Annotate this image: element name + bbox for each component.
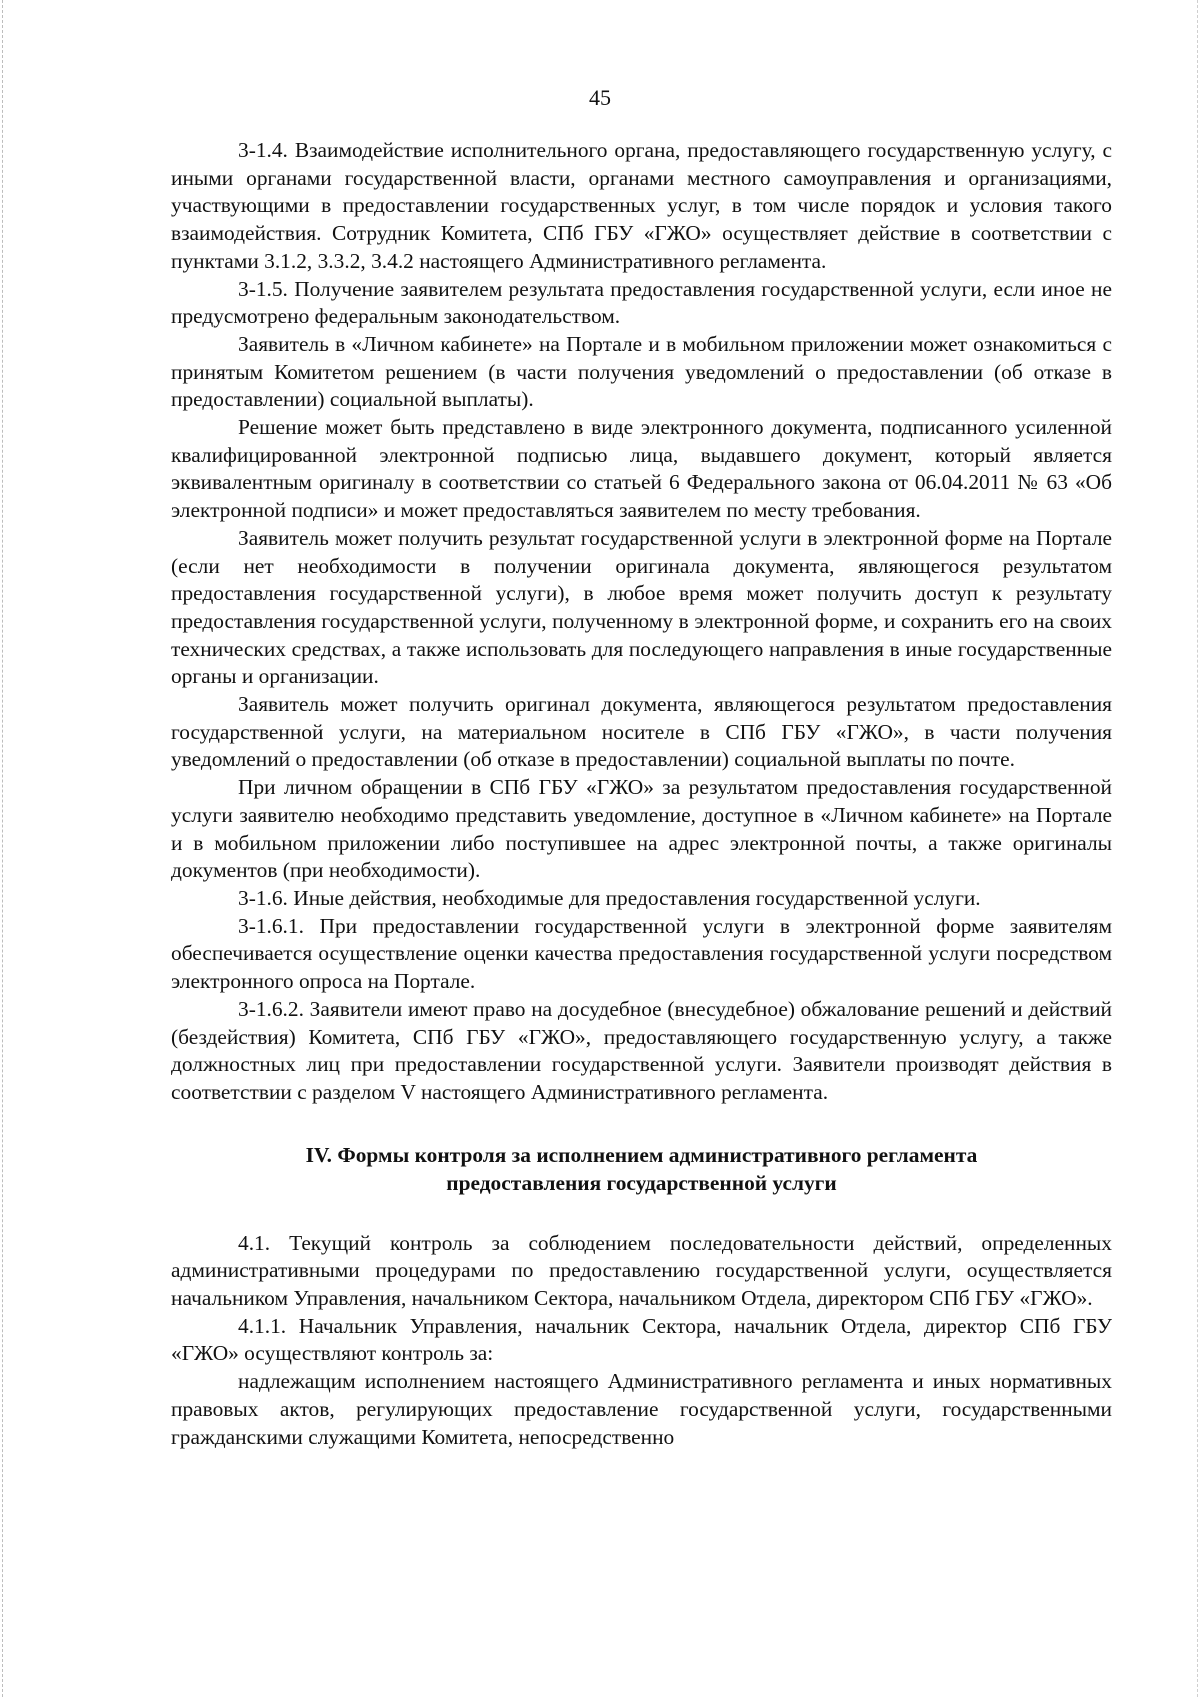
paragraph-paper-original: Заявитель может получить оригинал документа, являющегося результатом предоставления государственной услуги, на материальном носителе в СПб ГБУ «ГЖО», в части получения уведомлений о предоставлении (об отказе в предоставлении) социальной выплаты по почте. (171, 692, 1112, 772)
paragraph-3-1-6: 3-1.6. Иные действия, необходимые для предоставления государственной услуги. (238, 885, 981, 910)
paragraph-personal-cabinet: Заявитель в «Личном кабинете» на Портале и в мобильном приложении может ознакомиться с принятым Комитетом решением (в части получения уведомлений о предоставлении (об отказе в предоставлении) социальной выплаты). (171, 331, 1112, 412)
paragraph-electronic-result: Заявитель может получить результат государственной услуги в электронной форме на Портале (если нет необходимости в получении оригинала документа, являющегося результатом предоставления государственной услуги), в любое время может получить доступ к результату предоставления государственной услуги, полученному в электронной форме, и сохранить его на своих технических средствах, а также использовать для последующего направления в иные государственные органы и организации. (171, 525, 1112, 689)
paragraph-electronic-decision: Решение может быть представлено в виде электронного документа, подписанного усиленной квалифицированной электронной подписью лица, выдавшего документ, который является эквивалентным оригиналу в соответствии со статьей 6 Федерального закона от 06.04.2011 № 63 «Об электронной подписи» и может предоставляться заявителем по месту требования. (171, 415, 1112, 523)
paragraph-4-1-1: 4.1.1. Начальник Управления, начальник Сектора, начальник Отдела, директор СПб ГБУ «ГЖО» осуществляют контроль за: (171, 1313, 1112, 1366)
section-heading-line-1: IV. Формы контроля за исполнением административного регламента (305, 1142, 978, 1167)
paragraph-3-1-4: 3-1.4. Взаимодействие исполнительного органа, предоставляющего государственную услугу, с иными органами государственной власти, органами местного самоуправления и организациями, участвующими в предоставлении государственных услуг, в том числе порядок и условия такого взаимодействия. Сотрудник Комитета, СПб ГБУ «ГЖО» осуществляет действие в соответствии с пунктами 3.1.2, 3.3.2, 3.4.2 настоящего Административного регламента. (171, 138, 1112, 273)
paragraph-control-item: надлежащим исполнением настоящего Административного регламента и иных нормативных правовых актов, регулирующих предоставление государственной услуги, государственными гражданскими служащими Комитета, непосредственно (171, 1369, 1112, 1449)
page-number: 45 (589, 85, 611, 110)
paragraph-3-1-6-2: 3-1.6.2. Заявители имеют право на досудебное (внесудебное) обжалование решений и действий (бездействия) Комитета, СПб ГБУ «ГЖО», предоставляющего государственную услугу, а также должностных лиц при предоставлении государственной услуги. Заявители производят действия в соответствии с разделом V настоящего Административного регламента. (171, 996, 1112, 1104)
section-heading-iv (171, 1141, 1112, 1197)
section-heading-line-2: предоставления государственной услуги (446, 1170, 837, 1195)
scan-edge-left (2, 0, 3, 1697)
document-body (171, 137, 1112, 1451)
paragraph-3-1-6-1: 3-1.6.1. При предоставлении государственной услуги в электронной форме заявителям обеспечивается осуществление оценки качества предоставления государственной услуги посредством электронного опроса на Портале. (171, 913, 1112, 994)
paragraph-personal-visit: При личном обращении в СПб ГБУ «ГЖО» за результатом предоставления государственной услуги заявителю необходимо представить уведомление, доступное в «Личном кабинете» на Портале и в мобильном приложении либо поступившее на адрес электронной почты, а также оригиналы документов (при необходимости). (171, 775, 1112, 883)
paragraph-3-1-5: 3-1.5. Получение заявителем результата предоставления государственной услуги, если иное не предусмотрено федеральным законодательством. (171, 276, 1112, 329)
scan-edge-right (1197, 0, 1198, 1697)
paragraph-4-1: 4.1. Текущий контроль за соблюдением последовательности действий, определенных административными процедурами по предоставлению государственной услуги, осуществляется начальником Управления, начальником Сектора, начальником Отдела, директором СПб ГБУ «ГЖО». (171, 1230, 1112, 1311)
